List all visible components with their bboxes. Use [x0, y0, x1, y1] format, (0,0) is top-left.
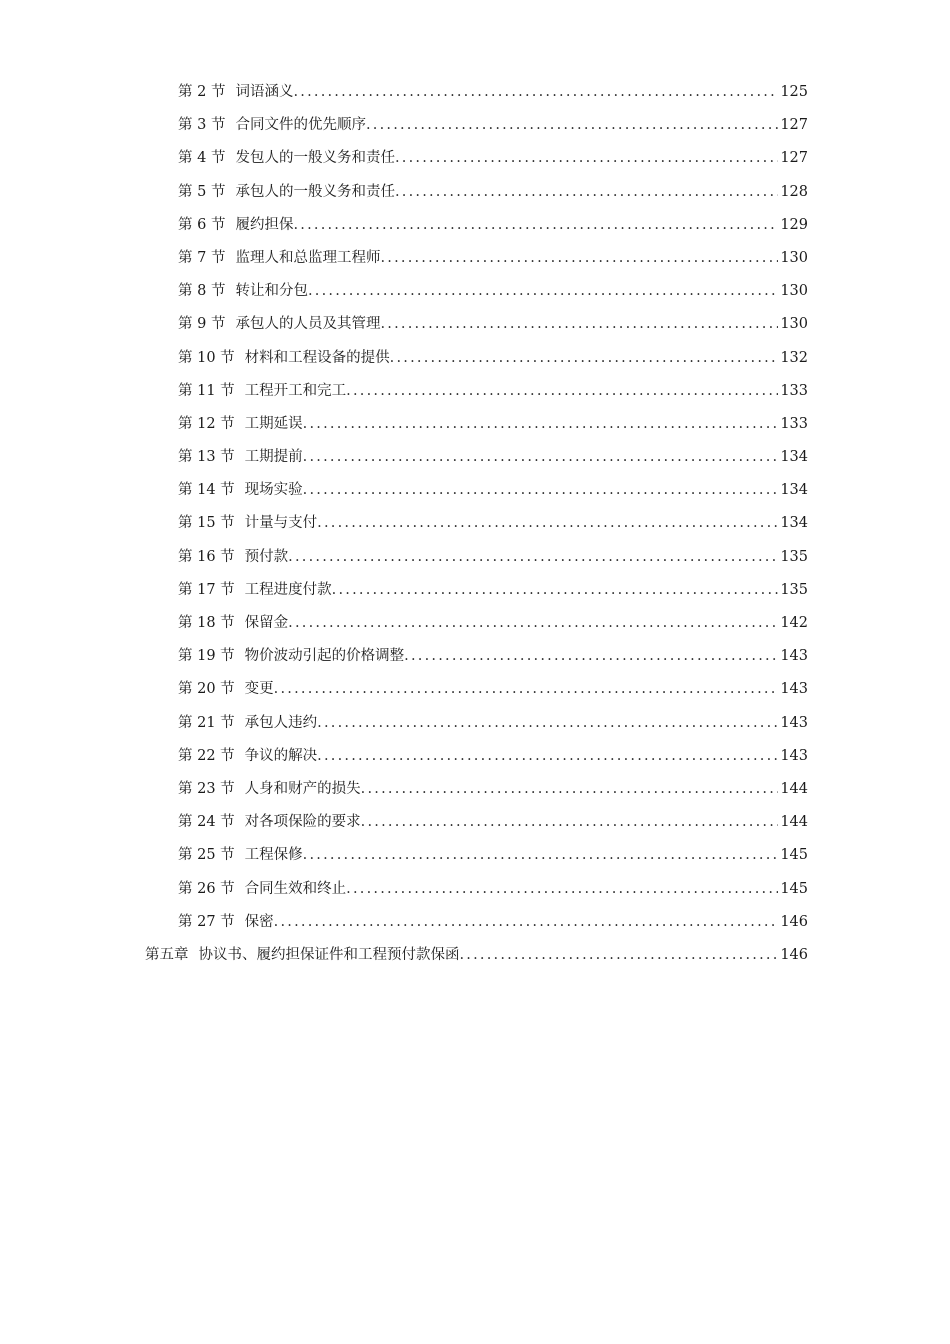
- toc-entry-page: 143: [780, 714, 808, 731]
- toc-entry-label: 第 8 节: [178, 283, 226, 300]
- toc-entry-section-13[interactable]: [0, 441, 808, 474]
- toc-dot-leader: [366, 109, 778, 142]
- toc-entry-label: 第 2 节: [178, 84, 226, 100]
- toc-entry-label: 第 3 节: [178, 117, 226, 134]
- toc-entry-page: 127: [780, 117, 808, 134]
- toc-entry-section-5[interactable]: [0, 176, 808, 209]
- toc-entry-page: 134: [780, 449, 808, 466]
- toc-entry-label: 第 25 节: [178, 847, 235, 864]
- toc-dot-leader: [303, 408, 779, 441]
- toc-dot-leader: [380, 308, 778, 341]
- toc-entry-section-26[interactable]: [0, 873, 808, 906]
- toc-entry-page: 143: [780, 648, 808, 665]
- toc-entry-title: 履约担保: [235, 216, 294, 233]
- toc-dot-leader: [288, 607, 778, 640]
- toc-entry-section-21[interactable]: [0, 707, 808, 740]
- toc-dot-leader: [303, 441, 779, 474]
- toc-entry-label: 第 11 节: [178, 382, 235, 399]
- toc-entry-label: 第 16 节: [178, 548, 235, 565]
- toc-entry-section-4[interactable]: [0, 142, 808, 175]
- toc-entry-chapter-5[interactable]: [0, 939, 808, 972]
- toc-entry-page: 130: [780, 316, 808, 333]
- toc-entry-title: 保留金: [244, 615, 289, 631]
- toc-entry-section-23[interactable]: [0, 773, 808, 806]
- toc-entry-section-3[interactable]: [0, 109, 808, 142]
- toc-entry-section-15[interactable]: [0, 507, 808, 540]
- toc-entry-title: 计量与支付: [244, 515, 318, 532]
- toc-entry-label: 第 23 节: [178, 780, 235, 797]
- toc-dot-leader: [380, 242, 778, 275]
- toc-entry-label: 第 13 节: [178, 449, 235, 466]
- toc-entry-title: 工期提前: [244, 449, 303, 466]
- toc-dot-leader: [361, 773, 779, 806]
- toc-entry-page: 128: [780, 183, 808, 200]
- toc-entry-section-22[interactable]: [0, 740, 808, 773]
- toc-dot-leader: [346, 375, 778, 408]
- toc-entry-page: 142: [780, 615, 808, 631]
- toc-entry-section-14[interactable]: [0, 474, 808, 507]
- toc-entry-label: 第 7 节: [178, 249, 226, 266]
- toc-entry-section-6[interactable]: [0, 209, 808, 242]
- toc-entry-page: 133: [780, 415, 808, 432]
- table-of-contents: [0, 76, 950, 972]
- toc-dot-leader: [404, 640, 778, 673]
- toc-entry-label: 第 15 节: [178, 515, 235, 532]
- toc-entry-page: 130: [780, 249, 808, 266]
- toc-entry-page: 134: [780, 515, 808, 532]
- toc-entry-section-19[interactable]: [0, 640, 808, 673]
- toc-dot-leader: [308, 275, 778, 308]
- toc-dot-leader: [395, 142, 778, 175]
- toc-dot-leader: [317, 707, 778, 740]
- toc-entry-section-9[interactable]: [0, 308, 808, 341]
- toc-entry-title: 承包人的一般义务和责任: [235, 183, 395, 200]
- toc-entry-label: 第 24 节: [178, 814, 235, 831]
- toc-dot-leader: [288, 541, 778, 574]
- toc-entry-page: 135: [780, 548, 808, 565]
- toc-entry-section-12[interactable]: [0, 408, 808, 441]
- toc-entry-label: 第 6 节: [178, 216, 226, 233]
- toc-entry-section-25[interactable]: [0, 839, 808, 872]
- toc-entry-title: 物价波动引起的价格调整: [244, 648, 405, 665]
- toc-entry-title: 材料和工程设备的提供: [244, 349, 390, 366]
- toc-entry-title: 对各项保险的要求: [244, 814, 361, 831]
- toc-entry-section-8[interactable]: [0, 275, 808, 308]
- toc-entry-label: 第 9 节: [178, 316, 226, 333]
- toc-entry-title: 人身和财产的损失: [244, 780, 361, 797]
- toc-entry-title: 合同文件的优先顺序: [235, 117, 366, 134]
- toc-entry-title: 承包人违约: [244, 714, 318, 731]
- toc-entry-page: 125: [780, 84, 808, 100]
- toc-entry-title: 变更: [244, 681, 274, 698]
- toc-dot-leader: [274, 673, 779, 706]
- toc-entry-title: 工期延误: [244, 415, 303, 432]
- toc-entry-page: 134: [780, 482, 808, 499]
- toc-dot-leader: [317, 507, 778, 540]
- toc-entry-page: 144: [780, 780, 808, 797]
- toc-entry-label: 第 4 节: [178, 150, 226, 167]
- toc-entry-label: 第 19 节: [178, 648, 235, 665]
- toc-entry-title: 发包人的一般义务和责任: [235, 150, 395, 167]
- toc-entry-label: 第 27 节: [178, 913, 235, 930]
- toc-dot-leader: [317, 740, 778, 773]
- toc-entry-title: 转让和分包: [235, 283, 308, 300]
- toc-entry-page: 145: [780, 847, 808, 864]
- toc-dot-leader: [274, 906, 779, 939]
- toc-entry-section-16[interactable]: [0, 541, 808, 574]
- toc-dot-leader: [395, 176, 778, 209]
- toc-entry-label: 第 12 节: [178, 415, 235, 432]
- toc-entry-title: 预付款: [244, 548, 289, 565]
- toc-dot-leader: [303, 839, 779, 872]
- toc-dot-leader: [346, 873, 778, 906]
- toc-entry-title: 工程保修: [244, 847, 303, 864]
- toc-entry-title: 争议的解决: [244, 747, 318, 764]
- toc-entry-page: 133: [780, 382, 808, 399]
- toc-entry-page: 135: [780, 581, 808, 598]
- toc-entry-title: 承包人的人员及其管理: [235, 316, 381, 333]
- toc-entry-section-10[interactable]: [0, 342, 808, 375]
- toc-entry-page: 146: [780, 913, 808, 930]
- toc-dot-leader: [460, 939, 779, 972]
- toc-entry-section-11[interactable]: [0, 375, 808, 408]
- toc-entry-label: 第 20 节: [178, 681, 235, 698]
- toc-dot-leader: [390, 342, 779, 375]
- toc-entry-section-18[interactable]: [0, 607, 808, 640]
- toc-dot-leader: [361, 806, 779, 839]
- toc-entry-label: 第 22 节: [178, 747, 235, 764]
- toc-entry-title: 工程开工和完工: [244, 382, 347, 399]
- toc-entry-title: 监理人和总监理工程师: [235, 249, 381, 266]
- toc-entry-label: 第 10 节: [178, 349, 235, 366]
- toc-entry-section-2[interactable]: [0, 76, 808, 109]
- toc-entry-label: 第 26 节: [178, 880, 235, 897]
- toc-entry-section-20[interactable]: [0, 673, 808, 706]
- toc-entry-section-27[interactable]: [0, 906, 808, 939]
- toc-entry-page: 127: [780, 150, 808, 167]
- toc-dot-leader: [303, 474, 779, 507]
- toc-dot-leader: [293, 76, 778, 109]
- toc-entry-page: 143: [780, 681, 808, 698]
- toc-entry-title: 词语涵义: [235, 84, 294, 100]
- toc-entry-page: 130: [780, 283, 808, 300]
- toc-entry-label: 第 18 节: [178, 615, 235, 631]
- toc-entry-section-7[interactable]: [0, 242, 808, 275]
- toc-chapter-page: 146: [780, 946, 808, 963]
- toc-entry-title: 工程进度付款: [244, 581, 332, 598]
- toc-entry-label: 第 14 节: [178, 482, 235, 499]
- toc-dot-leader: [332, 574, 779, 607]
- toc-entry-title: 合同生效和终止: [244, 880, 347, 897]
- toc-entry-section-24[interactable]: [0, 806, 808, 839]
- toc-entry-title: 保密: [244, 913, 274, 930]
- toc-entry-label: 第 5 节: [178, 183, 226, 200]
- toc-entry-label: 第 21 节: [178, 714, 235, 731]
- toc-entry-title: 现场实验: [244, 482, 303, 499]
- toc-chapter-title: 协议书、履约担保证件和工程预付款保函: [198, 946, 460, 963]
- toc-entry-page: 132: [780, 349, 808, 366]
- toc-chapter-label: 第五章: [145, 946, 189, 963]
- toc-entry-section-17[interactable]: [0, 574, 808, 607]
- toc-entry-page: 144: [780, 814, 808, 831]
- toc-entry-label: 第 17 节: [178, 581, 235, 598]
- toc-entry-page: 129: [780, 216, 808, 233]
- toc-entry-page: 143: [780, 747, 808, 764]
- toc-dot-leader: [293, 209, 778, 242]
- toc-entry-page: 145: [780, 880, 808, 897]
